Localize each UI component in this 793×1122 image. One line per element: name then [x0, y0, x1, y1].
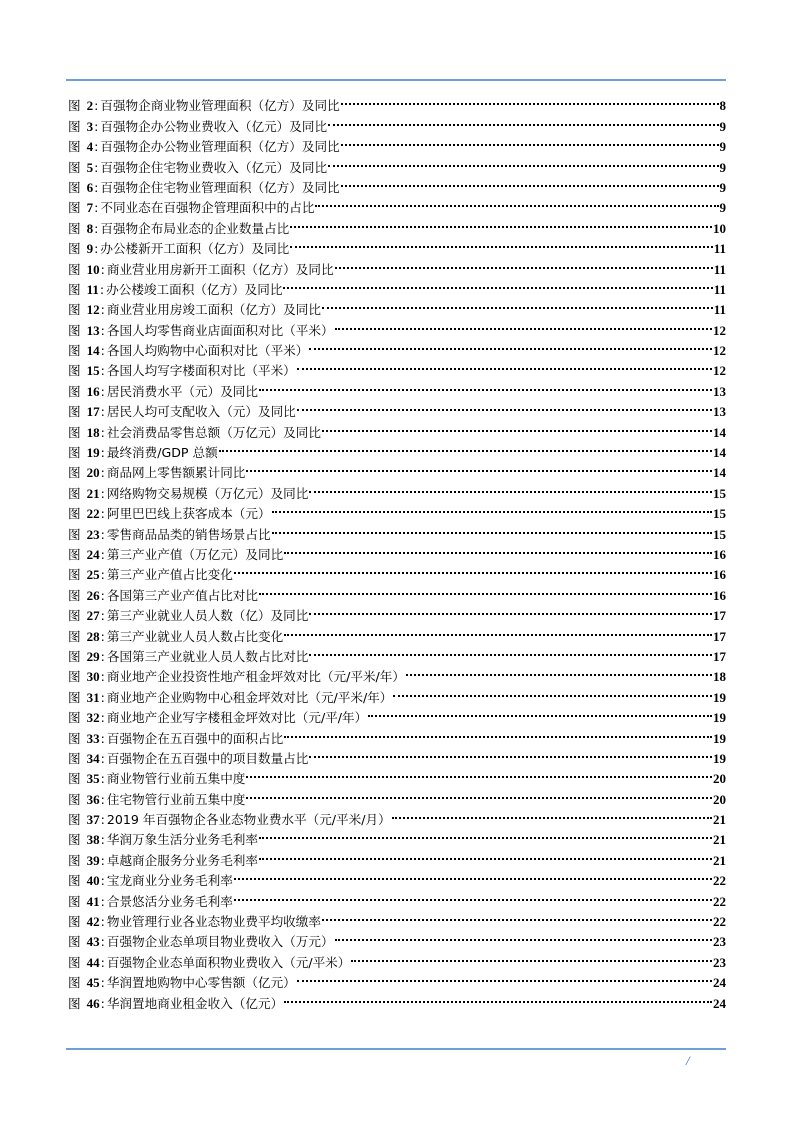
page-number: 12: [713, 343, 726, 359]
page-number: 14: [713, 424, 726, 440]
figure-number: 32: [86, 710, 100, 726]
dot-leader: [234, 885, 712, 905]
separator: :: [94, 220, 99, 236]
page-number: 22: [713, 914, 726, 930]
separator: :: [100, 730, 105, 746]
dot-leader: [322, 906, 712, 926]
figure-prefix: 图: [68, 608, 81, 624]
separator: :: [100, 445, 105, 461]
dot-leader: [328, 151, 718, 171]
figure-title: 百强物企住宅物业费收入（亿元）及同比: [100, 159, 328, 175]
separator: :: [100, 689, 105, 705]
figure-title: 社会消费品零售总额（万亿元）及同比: [106, 424, 321, 440]
dot-leader: [368, 702, 712, 722]
figure-number: 38: [86, 832, 100, 848]
separator: :: [94, 139, 99, 155]
separator: :: [100, 424, 105, 440]
figure-prefix: 图: [68, 689, 81, 705]
figure-number: 35: [86, 771, 100, 787]
separator: :: [100, 363, 105, 379]
figure-prefix: 图: [68, 648, 81, 664]
separator: :: [100, 485, 105, 501]
figure-prefix: 图: [68, 302, 81, 318]
dot-leader: [283, 274, 712, 294]
figure-prefix: 图: [68, 281, 81, 297]
page-number: 17: [713, 608, 726, 624]
figure-number: 5: [86, 159, 94, 175]
figure-number: 39: [86, 852, 100, 868]
dot-leader: [297, 355, 712, 375]
figure-number: 22: [86, 506, 100, 522]
figure-prefix: 图: [68, 343, 81, 359]
figure-prefix: 图: [68, 812, 81, 828]
figure-title: 合景悠活分业务毛利率: [106, 893, 233, 909]
figure-prefix: 图: [68, 404, 81, 420]
figure-title: 百强物企业态单面积物业费收入（元/平米）: [106, 954, 351, 970]
figure-title: 居民消费水平（元）及同比: [106, 383, 258, 399]
figure-title: 各国人均购物中心面积对比（平米）: [106, 343, 309, 359]
dot-leader: [341, 172, 719, 192]
figure-prefix: 图: [68, 771, 81, 787]
figure-number: 25: [86, 567, 100, 583]
dot-leader: [406, 661, 712, 681]
separator: :: [100, 261, 105, 277]
figure-title: 百强物企办公物业管理面积（亿方）及同比: [100, 139, 340, 155]
dot-leader: [393, 681, 712, 701]
figure-number: 23: [86, 526, 100, 542]
figure-title: 零售商品品类的销售场景占比: [106, 526, 271, 542]
figure-title: 百强物企办公物业费收入（亿元）及同比: [100, 118, 328, 134]
figure-prefix: 图: [68, 179, 81, 195]
footer-mark: /: [686, 1053, 690, 1068]
figure-number: 2: [86, 98, 94, 114]
dot-leader: [297, 396, 712, 416]
figure-number: 37: [86, 812, 100, 828]
separator: :: [100, 608, 105, 624]
figure-number: 36: [86, 791, 100, 807]
figure-prefix: 图: [68, 893, 81, 909]
figure-number: 8: [86, 220, 94, 236]
page-number: 15: [713, 485, 726, 501]
figure-title: 最终消费/GDP 总额: [106, 445, 218, 461]
dot-leader: [259, 579, 712, 599]
figure-number: 12: [86, 302, 100, 318]
figure-number: 11: [86, 281, 99, 297]
dot-leader: [335, 314, 712, 334]
separator: :: [100, 506, 105, 522]
figure-number: 42: [86, 914, 100, 930]
page-number: 9: [719, 179, 726, 195]
figure-prefix: 图: [68, 669, 81, 685]
page-number: 21: [713, 812, 726, 828]
figure-title: 百强物企商业物业管理面积（亿方）及同比: [100, 98, 340, 114]
dot-leader: [234, 559, 712, 579]
figure-title: 阿里巴巴线上获客成本（元）: [106, 506, 271, 522]
figure-number: 33: [86, 730, 100, 746]
separator: :: [100, 975, 105, 991]
page-number: 19: [713, 750, 726, 766]
dot-leader: [341, 90, 719, 110]
separator: :: [100, 812, 105, 828]
page-number: 12: [713, 322, 726, 338]
page-number: 24: [713, 975, 726, 991]
separator: :: [100, 995, 105, 1011]
page-number: 16: [713, 587, 726, 603]
figure-number: 16: [86, 383, 100, 399]
figure-prefix: 图: [68, 587, 81, 603]
page-number: 22: [713, 893, 726, 909]
dot-leader: [234, 865, 712, 885]
figure-title: 商业地产企业购物中心租金坪效对比（元/平米/年）: [106, 689, 393, 705]
page-number: 21: [713, 852, 726, 868]
figure-prefix: 图: [68, 363, 81, 379]
figure-title: 网络购物交易规模（万亿元）及同比: [106, 485, 309, 501]
figure-prefix: 图: [68, 995, 81, 1011]
dot-leader: [259, 824, 712, 844]
separator: :: [100, 404, 105, 420]
figure-number: 41: [86, 893, 100, 909]
page-number: 13: [713, 383, 726, 399]
page-number: 12: [713, 363, 726, 379]
figure-title: 各国人均写字楼面积对比（平米）: [106, 363, 296, 379]
dot-leader: [272, 518, 712, 538]
separator: :: [94, 200, 99, 216]
figure-number: 4: [86, 139, 94, 155]
page-number: 23: [713, 934, 726, 950]
header-rule: [66, 79, 726, 81]
dot-leader: [259, 844, 712, 864]
figure-title: 百强物企业态单项目物业费收入（万元）: [106, 934, 334, 950]
page-number: 20: [713, 771, 726, 787]
figure-prefix: 图: [68, 628, 81, 644]
page-number: 17: [713, 628, 726, 644]
figure-title: 华润万象生活分业务毛利率: [106, 832, 258, 848]
figure-prefix: 图: [68, 791, 81, 807]
figure-number: 46: [86, 995, 100, 1011]
separator: :: [100, 934, 105, 950]
figure-title: 宝龙商业分业务毛利率: [106, 873, 233, 889]
separator: :: [100, 302, 105, 318]
page-number: 13: [713, 404, 726, 420]
figure-prefix: 图: [68, 261, 81, 277]
figure-number: 13: [86, 322, 100, 338]
dot-leader: [246, 763, 712, 783]
dot-leader: [335, 253, 713, 273]
page-number: 11: [713, 241, 726, 257]
table-of-figures: [68, 90, 726, 1011]
dot-leader: [309, 743, 712, 763]
figure-prefix: 图: [68, 118, 81, 134]
figure-prefix: 图: [68, 98, 81, 114]
separator: :: [99, 281, 105, 297]
figure-title: 办公楼新开工面积（亿方）及同比: [100, 241, 290, 257]
page-number: 23: [713, 954, 726, 970]
separator: :: [100, 669, 105, 685]
page-number: 9: [719, 118, 726, 134]
page-number: 24: [713, 995, 726, 1011]
separator: :: [100, 954, 105, 970]
page-number: 21: [713, 832, 726, 848]
page-number: 19: [713, 730, 726, 746]
page-number: 19: [713, 710, 726, 726]
separator: :: [100, 343, 105, 359]
figure-number: 34: [86, 750, 100, 766]
page-number: 17: [713, 648, 726, 664]
footer-rule: [66, 1048, 726, 1050]
figure-prefix: 图: [68, 200, 81, 216]
dot-leader: [322, 416, 712, 436]
toc-entry[interactable]: [68, 90, 726, 114]
figure-title: 百强物企在五百强中的面积占比: [106, 730, 284, 746]
page-number: 18: [713, 669, 726, 685]
figure-prefix: 图: [68, 914, 81, 930]
dot-leader: [284, 620, 712, 640]
page-number: 11: [713, 302, 726, 318]
figure-prefix: 图: [68, 465, 81, 481]
figure-title: 第三产业产值占比变化: [106, 567, 233, 583]
figure-title: 居民人均可支配收入（元）及同比: [106, 404, 296, 420]
page-number: 11: [713, 281, 726, 297]
separator: :: [100, 567, 105, 583]
figure-prefix: 图: [68, 485, 81, 501]
figure-title: 卓越商企服务分业务毛利率: [106, 852, 258, 868]
page-number: 9: [719, 139, 726, 155]
figure-prefix: 图: [68, 546, 81, 562]
dot-leader: [259, 375, 712, 395]
figure-number: 28: [86, 628, 100, 644]
figure-prefix: 图: [68, 526, 81, 542]
figure-number: 24: [86, 546, 100, 562]
page-number: 20: [713, 791, 726, 807]
figure-prefix: 图: [68, 445, 81, 461]
figure-number: 15: [86, 363, 100, 379]
dot-leader: [284, 539, 712, 559]
figure-number: 43: [86, 934, 100, 950]
dot-leader: [335, 926, 712, 946]
separator: :: [100, 832, 105, 848]
figure-prefix: 图: [68, 954, 81, 970]
separator: :: [100, 791, 105, 807]
figure-number: 6: [86, 179, 94, 195]
figure-number: 26: [86, 587, 100, 603]
figure-title: 办公楼竣工面积（亿方）及同比: [106, 281, 283, 297]
figure-prefix: 图: [68, 322, 81, 338]
dot-leader: [290, 212, 712, 232]
figure-prefix: 图: [68, 730, 81, 746]
separator: :: [94, 118, 99, 134]
figure-prefix: 图: [68, 220, 81, 236]
figure-title: 百强物企住宅物业管理面积（亿方）及同比: [100, 179, 340, 195]
dot-leader: [272, 498, 712, 518]
figure-title: 商业营业用房竣工面积（亿方）及同比: [106, 302, 321, 318]
figure-prefix: 图: [68, 832, 81, 848]
figure-prefix: 图: [68, 934, 81, 950]
page-number: 22: [713, 873, 726, 889]
figure-title: 商业地产企业写字楼租金坪效对比（元/平/年）: [106, 710, 368, 726]
separator: :: [100, 322, 105, 338]
page-number: 16: [713, 567, 726, 583]
figure-title: 第三产业就业人员人数占比变化: [106, 628, 284, 644]
dot-leader: [246, 457, 712, 477]
page-number: 19: [713, 689, 726, 705]
page-number: 16: [713, 546, 726, 562]
page-number: 9: [719, 200, 726, 216]
dot-leader: [351, 946, 712, 966]
figure-title: 商业营业用房新开工面积（亿方）及同比: [106, 261, 334, 277]
dot-leader: [328, 110, 718, 130]
dot-leader: [309, 641, 712, 661]
figure-title: 第三产业就业人员人数（亿）及同比: [106, 608, 309, 624]
figure-prefix: 图: [68, 710, 81, 726]
figure-number: 20: [86, 465, 100, 481]
separator: :: [94, 98, 99, 114]
dot-leader: [322, 294, 713, 314]
dot-leader: [315, 192, 718, 212]
figure-number: 21: [86, 485, 100, 501]
figure-prefix: 图: [68, 383, 81, 399]
page-number: 15: [713, 506, 726, 522]
dot-leader: [284, 987, 712, 1007]
page-number: 14: [713, 445, 726, 461]
separator: :: [100, 546, 105, 562]
separator: :: [100, 648, 105, 664]
dot-leader: [309, 477, 712, 497]
figure-title: 百强物企布局业态的企业数量占比: [100, 220, 290, 236]
figure-title: 商业物管行业前五集中度: [106, 771, 246, 787]
figure-prefix: 图: [68, 750, 81, 766]
figure-number: 40: [86, 873, 100, 889]
separator: :: [100, 383, 105, 399]
page-number: 8: [719, 98, 726, 114]
figure-prefix: 图: [68, 139, 81, 155]
figure-prefix: 图: [68, 567, 81, 583]
dot-leader: [246, 783, 712, 803]
figure-number: 7: [86, 200, 94, 216]
figure-title: 百强物企在五百强中的项目数量占比: [106, 750, 309, 766]
figure-number: 14: [86, 343, 100, 359]
figure-number: 44: [86, 954, 100, 970]
figure-title: 各国第三产业产值占比对比: [106, 587, 258, 603]
page-number: 15: [713, 526, 726, 542]
dot-leader: [297, 967, 712, 987]
figure-number: 31: [86, 689, 100, 705]
dot-leader: [309, 335, 712, 355]
figure-prefix: 图: [68, 873, 81, 889]
separator: :: [100, 587, 105, 603]
separator: :: [100, 628, 105, 644]
page-number: 11: [713, 261, 726, 277]
figure-number: 30: [86, 669, 100, 685]
figure-prefix: 图: [68, 975, 81, 991]
figure-title: 华润置地购物中心零售额（亿元）: [106, 975, 296, 991]
figure-title: 各国人均零售商业店面面积对比（平米）: [106, 322, 334, 338]
separator: :: [100, 526, 105, 542]
page-number: 14: [713, 465, 726, 481]
figure-prefix: 图: [68, 241, 81, 257]
figure-number: 17: [86, 404, 100, 420]
figure-title: 第三产业产值（万亿元）及同比: [106, 546, 284, 562]
separator: :: [100, 771, 105, 787]
separator: :: [94, 241, 99, 257]
figure-number: 10: [86, 261, 100, 277]
separator: :: [100, 710, 105, 726]
figure-title: 各国第三产业就业人员人数占比对比: [106, 648, 309, 664]
figure-title: 住宅物管行业前五集中度: [106, 791, 246, 807]
separator: :: [100, 893, 105, 909]
figure-title: 商品网上零售额累计同比: [106, 465, 246, 481]
figure-prefix: 图: [68, 852, 81, 868]
separator: :: [100, 873, 105, 889]
figure-prefix: 图: [68, 159, 81, 175]
dot-leader: [284, 722, 712, 742]
figure-prefix: 图: [68, 506, 81, 522]
figure-number: 27: [86, 608, 100, 624]
figure-title: 商业地产企业投资性地产租金坪效对比（元/平米/年）: [106, 669, 405, 685]
figure-title: 华润置地商业租金收入（亿元）: [106, 995, 284, 1011]
separator: :: [94, 179, 99, 195]
figure-title: 物业管理行业各业态物业费平均收缴率: [106, 914, 321, 930]
separator: :: [100, 465, 105, 481]
figure-title: 2019 年百强物企各业态物业费水平（元/平米/月）: [106, 812, 391, 828]
figure-title: 不同业态在百强物企管理面积中的占比: [100, 200, 315, 216]
dot-leader: [341, 131, 719, 151]
separator: :: [94, 159, 99, 175]
dot-leader: [290, 233, 712, 253]
figure-number: 18: [86, 424, 100, 440]
figure-number: 19: [86, 445, 100, 461]
figure-number: 3: [86, 118, 94, 134]
page-number: 9: [719, 159, 726, 175]
dot-leader: [392, 804, 712, 824]
figure-number: 29: [86, 648, 100, 664]
separator: :: [100, 852, 105, 868]
figure-prefix: 图: [68, 424, 81, 440]
separator: :: [100, 750, 105, 766]
page-number: 10: [713, 220, 726, 236]
separator: :: [100, 914, 105, 930]
dot-leader: [309, 600, 712, 620]
figure-number: 9: [86, 241, 94, 257]
figure-number: 45: [86, 975, 100, 991]
dot-leader: [219, 437, 712, 457]
